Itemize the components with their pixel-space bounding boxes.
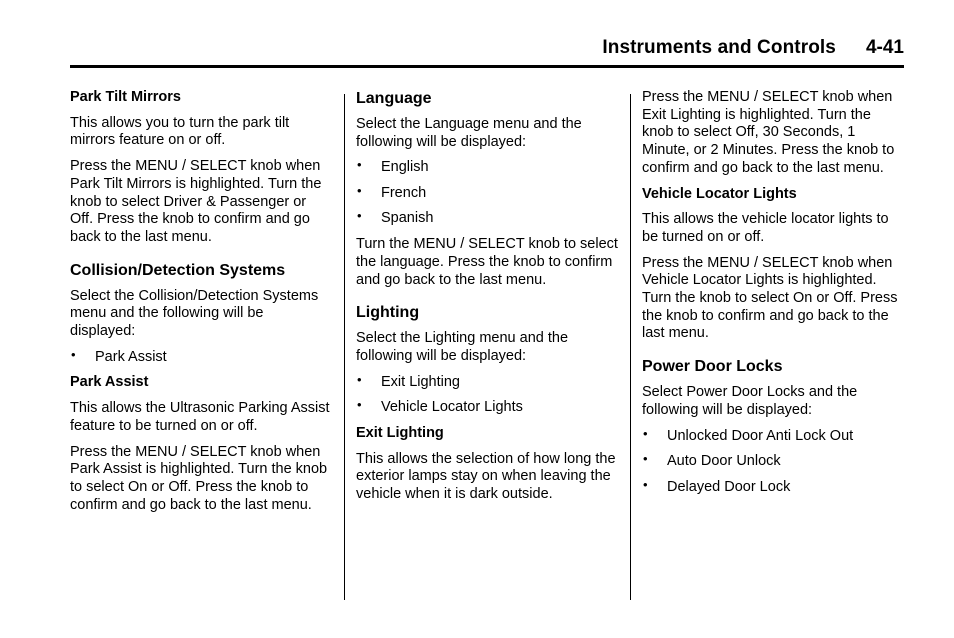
list-item: • Unlocked Door Anti Lock Out bbox=[642, 428, 904, 446]
list-item: • Vehicle Locator Lights bbox=[356, 399, 618, 417]
park-assist-heading: Park Assist bbox=[70, 374, 149, 391]
list-item: • Exit Lighting bbox=[356, 374, 618, 392]
list-item: • English bbox=[356, 159, 618, 177]
language-heading: Language bbox=[356, 90, 432, 107]
paragraph: This allows the selection of how long the exterior lamps stay on when leaving the vehicle when it is dark outside. bbox=[356, 450, 616, 502]
paragraph: Select the Lighting menu and the following will be displayed: bbox=[356, 330, 569, 364]
paragraph: Select Power Door Locks and the following will be displayed: bbox=[642, 384, 858, 418]
power-door-locks-heading: Power Door Locks bbox=[642, 358, 783, 376]
paragraph: Press the MENU / SELECT knob when Exit Lighting is highlighted. Turn the knob to select Off, 30 Seconds, 1 Minute, or 2 Minutes. Press the knob to confirm and go back to the last menu. bbox=[642, 89, 895, 176]
paragraph: Press the MENU / SELECT knob when Park Assist is highlighted. Turn the knob to select On or Off. Press the knob to confirm and go back to the last menu. bbox=[70, 443, 328, 513]
column-3 bbox=[642, 89, 904, 504]
bullet-list bbox=[356, 374, 618, 417]
column-divider bbox=[344, 94, 345, 600]
list-item: • Auto Door Unlock bbox=[642, 453, 904, 471]
page-number: 4-41 bbox=[865, 37, 904, 58]
bullet-list bbox=[356, 159, 618, 228]
column-1 bbox=[70, 89, 332, 522]
list-item: • French bbox=[356, 185, 618, 203]
paragraph: Select the Collision/Detection Systems menu and the following will be displayed: bbox=[70, 287, 319, 340]
list-item: • Park Assist bbox=[70, 349, 332, 367]
exit-lighting-heading: Exit Lighting bbox=[356, 424, 444, 441]
bullet-list bbox=[70, 349, 332, 367]
paragraph: Press the MENU / SELECT knob when Park Tilt Mirrors is highlighted. Turn the knob to select Driver & Passenger or Off. Press the knob to confirm and go back to the last menu. bbox=[70, 158, 322, 245]
bullet-list bbox=[642, 428, 904, 497]
paragraph: Select the Language menu and the following will be displayed: bbox=[356, 116, 582, 150]
column-divider bbox=[630, 94, 631, 600]
vehicle-locator-lights-heading: Vehicle Locator Lights bbox=[642, 185, 797, 202]
list-item: • Delayed Door Lock bbox=[642, 479, 904, 497]
paragraph: This allows you to turn the park tilt mirrors feature on or off. bbox=[70, 114, 290, 149]
column-2 bbox=[356, 89, 618, 512]
paragraph: This allows the vehicle locator lights to be turned on or off. bbox=[642, 211, 889, 245]
page-header bbox=[70, 37, 904, 68]
paragraph: This allows the Ultrasonic Parking Assist feature to be turned on or off. bbox=[70, 400, 330, 434]
list-item: • Spanish bbox=[356, 210, 618, 228]
section-title: Instruments and Controls bbox=[602, 37, 836, 58]
park-tilt-mirrors-heading: Park Tilt Mirrors bbox=[70, 89, 181, 105]
paragraph: Press the MENU / SELECT knob when Vehicle Locator Lights is highlighted. Turn the knob to select On or Off. Press the knob to confirm and go back to the last menu. bbox=[642, 254, 898, 342]
lighting-heading: Lighting bbox=[356, 304, 420, 322]
paragraph: Turn the MENU / SELECT knob to select the language. Press the knob to confirm and go back to the last menu. bbox=[356, 236, 618, 288]
collision-detection-heading: Collision/Detection Systems bbox=[70, 261, 286, 279]
